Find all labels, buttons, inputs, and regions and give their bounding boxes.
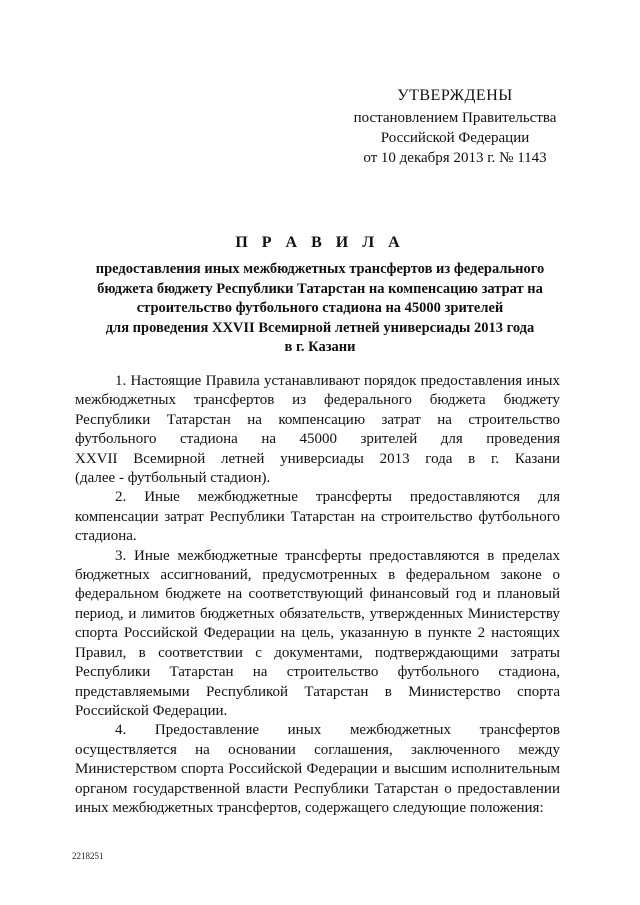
paragraph-line: футбольного стадиона на 45000 зрителей для проведения <box>75 431 560 448</box>
paragraph-4 <box>75 721 560 818</box>
approval-block <box>330 86 580 168</box>
paragraph-line: 2. Иные межбюджетные трансферты предоставляются для <box>115 489 560 506</box>
document-subtitle <box>60 260 580 358</box>
paragraph-line: Республики Татарстан на компенсацию затрат на строительство <box>75 411 560 428</box>
paragraph-line: спорта Российской Федерации на цель, указанную в пункте 2 настоящих <box>75 625 560 642</box>
document-title: П Р А В И Л А <box>235 234 405 251</box>
paragraph-line: бюджетных ассигнований, предусмотренных в федеральном законе о <box>75 567 560 584</box>
paragraph-1 <box>75 372 560 488</box>
paragraph-line: Республики Татарстан на строительство футбольного стадиона, <box>75 664 560 681</box>
paragraph-line: стадиона. <box>75 528 137 545</box>
approval-line: от 10 декабря 2013 г. № 1143 <box>363 150 547 166</box>
paragraph-line: Российской Федерации. <box>75 702 228 719</box>
subtitle-line: в г. Казани <box>284 339 356 355</box>
paragraph-line: 4. Предоставление иных межбюджетных трансфертов <box>115 722 560 739</box>
paragraph-2 <box>75 488 560 546</box>
subtitle-line: строительство футбольного стадиона на 45000 зрителей <box>136 300 504 316</box>
paragraph-line: иных межбюджетных трансфертов, содержащего следующие положения: <box>75 799 544 816</box>
subtitle-line: предоставления иных межбюджетных трансфертов из федерального <box>95 261 545 277</box>
paragraph-line: (далее - футбольный стадион). <box>75 470 271 487</box>
paragraph-line: межбюджетных трансфертов из федерального бюджета бюджету <box>75 392 560 409</box>
paragraph-line: Министерством спорта Российской Федерации и высшим исполнительным <box>75 761 560 778</box>
subtitle-line: бюджета бюджету Республики Татарстан на компенсацию затрат на <box>97 280 543 297</box>
paragraph-line: органом государственной власти Республики Татарстан о предоставлении <box>75 780 560 797</box>
document-body <box>75 372 560 818</box>
document-code: 2218251 <box>72 851 104 861</box>
subtitle-line: для проведения XXVII Всемирной летней универсиады 2013 года <box>105 319 535 336</box>
paragraph-line: период, и лимитов бюджетных обязательств, утвержденных Министерству <box>75 605 560 622</box>
paragraph-line: Правил, в соответствии с документами, подтверждающими затраты <box>75 644 560 661</box>
paragraph-line: 3. Иные межбюджетные трансферты предоставляются в пределах <box>115 547 560 564</box>
paragraph-line: осуществляется на основании соглашения, заключенного между <box>75 741 560 758</box>
paragraph-line: федеральном бюджете на соответствующий финансовый год и плановый <box>75 586 560 603</box>
paragraph-line: компенсации затрат Республики Татарстан на строительство футбольного <box>75 508 560 525</box>
approval-line: Российской Федерации <box>380 130 530 146</box>
approval-heading: УТВЕРЖДЕНЫ <box>397 87 513 104</box>
approval-line: постановлением Правительства <box>353 110 557 126</box>
paragraph-line: XXVII Всемирной летней универсиады 2013 года в г. Казани <box>75 450 560 467</box>
paragraph-line: представляемыми Республикой Татарстан в Министерство спорта <box>75 683 560 700</box>
paragraph-line: 1. Настоящие Правила устанавливают порядок предоставления иных <box>115 373 560 389</box>
paragraph-3 <box>75 547 560 722</box>
